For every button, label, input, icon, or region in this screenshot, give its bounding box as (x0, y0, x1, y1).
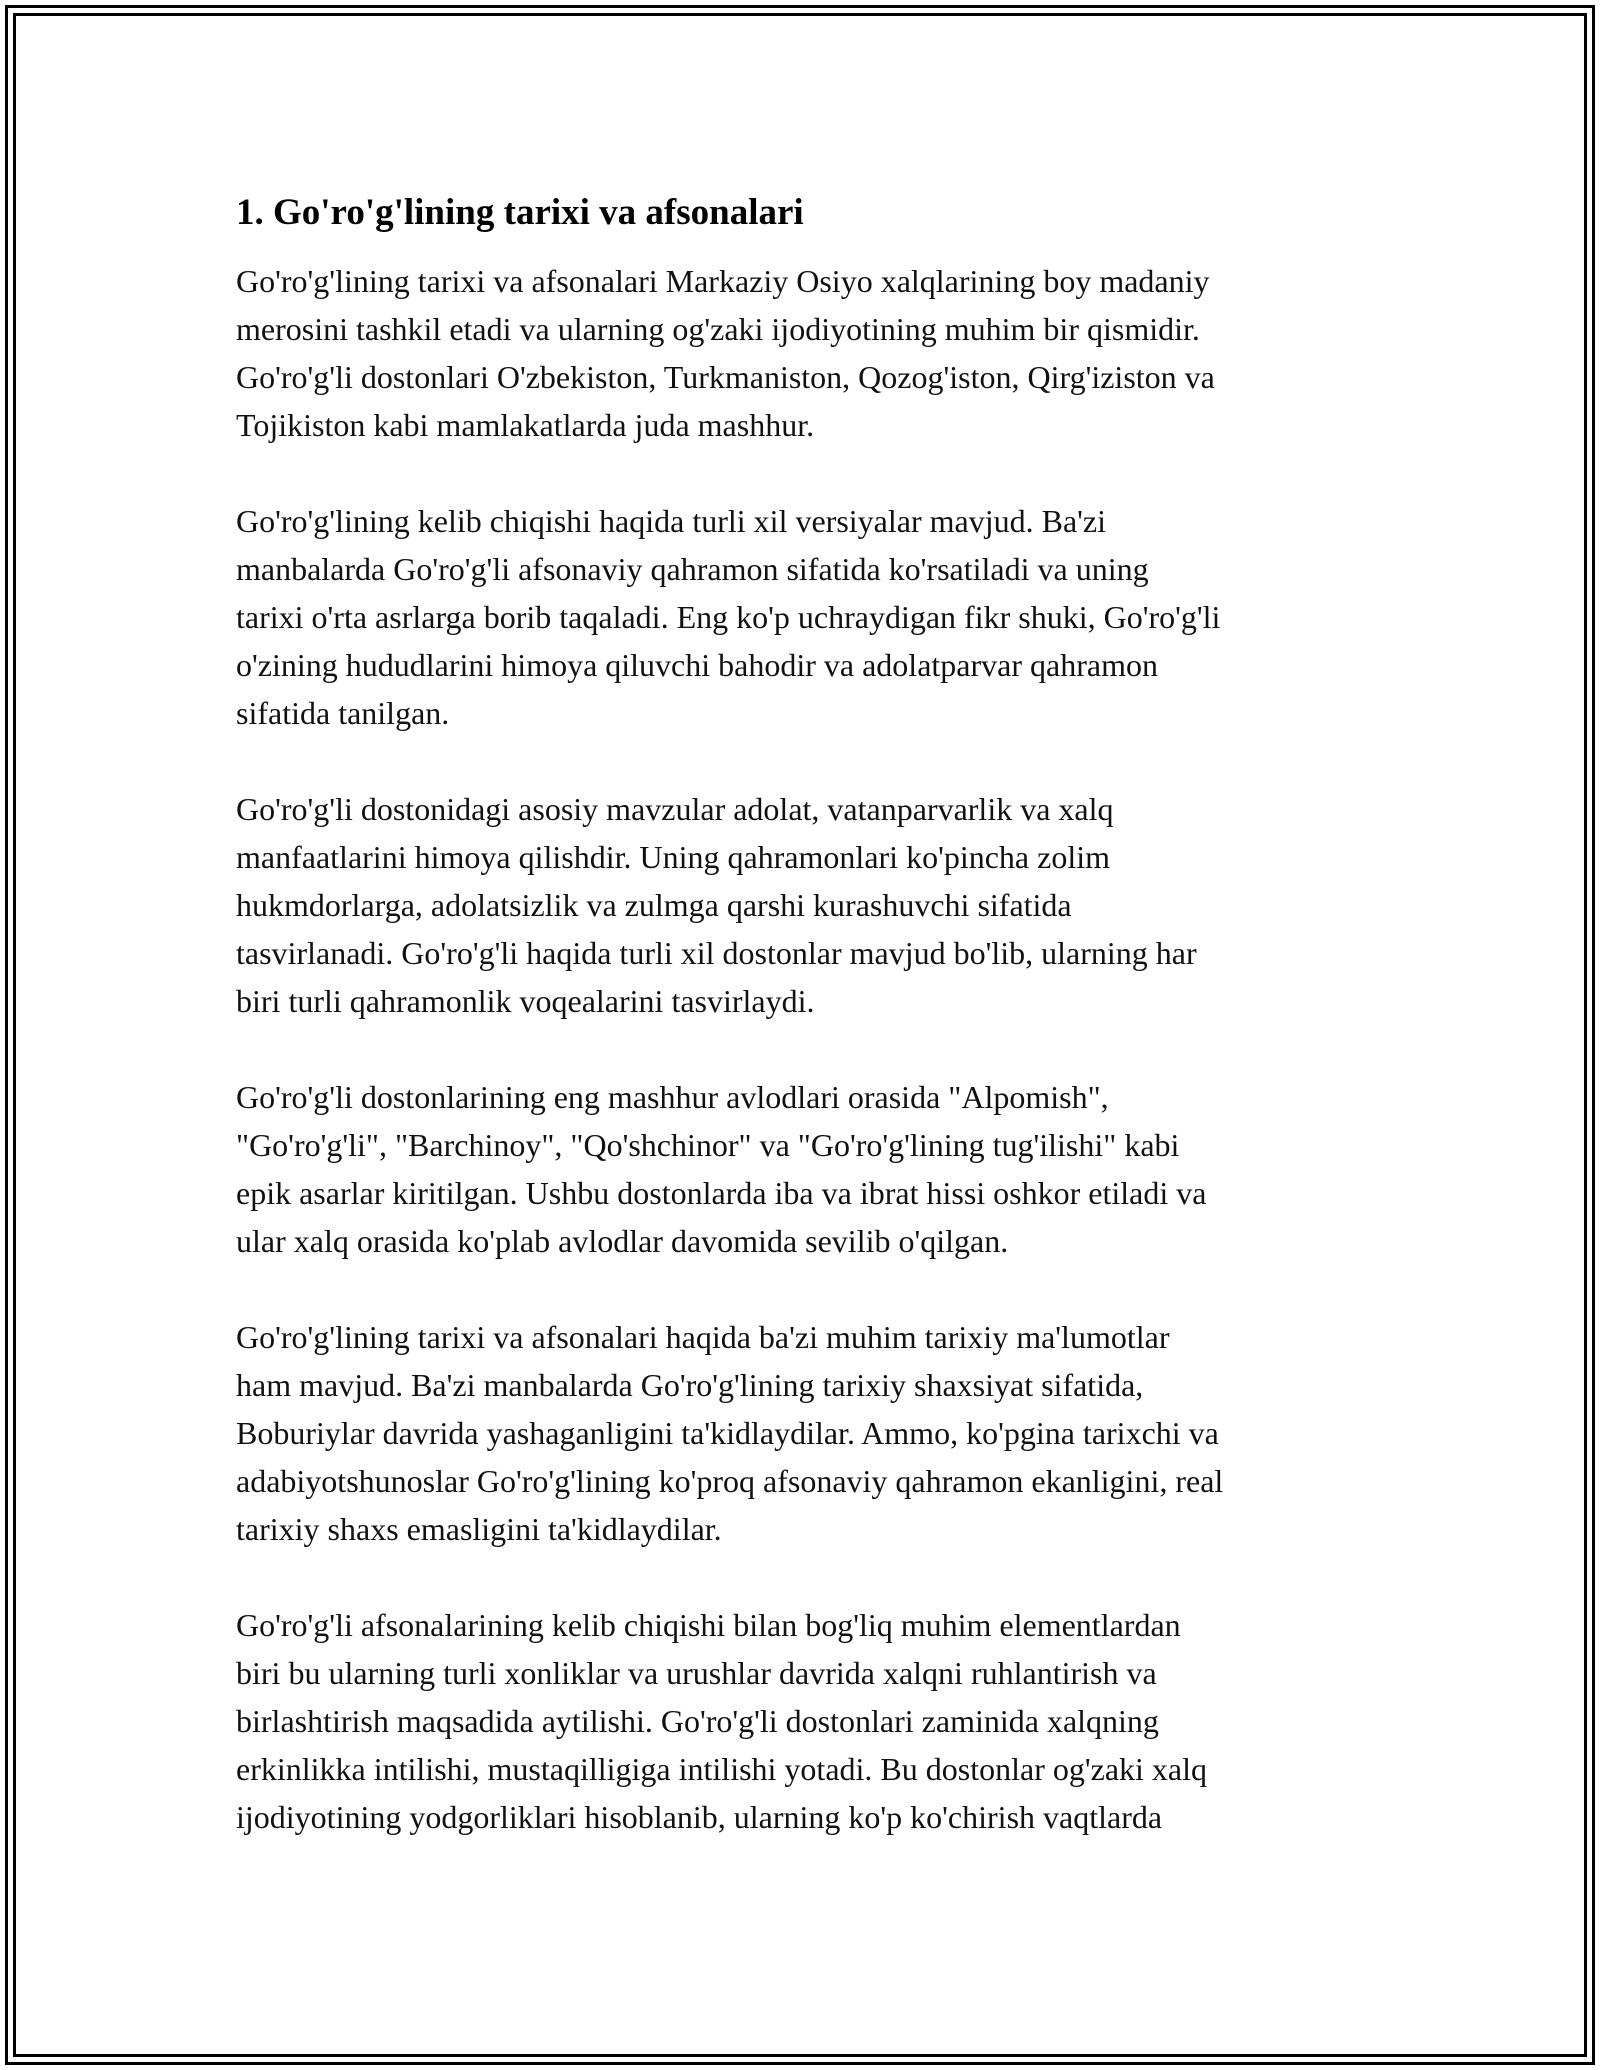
document-body (236, 188, 1376, 1889)
paragraph-3: Go'ro'g'li dostonidagi asosiy mavzular adolat, vatanparvarlik va xalq manfaatlarini himoya qilishdir. Uning qahramonlari ko'pincha zolim hukmdorlarga, adolatsizlik va zulmga qarshi kurashuvchi sifatida tasvirlanadi. Go'ro'g'li haqida turli xil dostonlar mavjud bo'lib, ularning har biri turli qahramonlik voqealarini tasvirlaydi. (236, 791, 1197, 1019)
paragraph-1: Go'ro'g'lining tarixi va afsonalari Markaziy Osiyo xalqlarining boy madaniy merosini tashkil etadi va ularning og'zaki ijodiyotining muhim bir qismidir. Go'ro'g'li dostonlari O'zbekiston, Turkmaniston, Qozog'iston, Qirg'iziston va Tojikiston kabi mamlakatlarda juda mashhur. (236, 263, 1215, 443)
section-heading: 1. Go'ro'g'lining tarixi va afsonalari (236, 192, 804, 233)
paragraph-6: Go'ro'g'li afsonalarining kelib chiqishi bilan bog'liq muhim elementlardan biri bu ularning turli xonliklar va urushlar davrida xalqni ruhlantirish va birlashtirish maqsadida aytilishi. Go'ro'g'li dostonlari zaminida xalqning erkinlikka intilishi, mustaqilligiga intilishi yotadi. Bu dostonlar og'zaki xalq ijodiyotining yodgorliklari hisoblanib, ularning ko'p ko'chirish vaqtlarda (236, 1607, 1207, 1835)
paragraph-4: Go'ro'g'li dostonlarining eng mashhur avlodlari orasida "Alpomish", "Go'ro'g'li", "Barchinoy", "Qo'shchinor" va "Go'ro'g'lining tug'ilishi" kabi epik asarlar kiritilgan. Ushbu dostonlarda iba va ibrat hissi oshkor etiladi va ular xalq orasida ko'plab avlodlar davomida sevilib o'qilgan. (236, 1079, 1207, 1259)
paragraph-2: Go'ro'g'lining kelib chiqishi haqida turli xil versiyalar mavjud. Ba'zi manbalarda Go'ro'g'li afsonaviy qahramon sifatida ko'rsatiladi va uning tarixi o'rta asrlarga borib taqaladi. Eng ko'p uchraydigan fikr shuki, Go'ro'g'li o'zining hududlarini himoya qiluvchi bahodir va adolatparvar qahramon sifatida tanilgan. (236, 503, 1221, 731)
paragraph-5: Go'ro'g'lining tarixi va afsonalari haqida ba'zi muhim tarixiy ma'lumotlar ham mavjud. Ba'zi manbalarda Go'ro'g'lining tarixiy shaxsiyat sifatida, Boburiylar davrida yashaganligini ta'kidlaydilar. Ammo, ko'pgina tarixchi va adabiyotshunoslar Go'ro'g'lining ko'proq afsonaviy qahramon ekanligini, real tarixiy shaxs emasligini ta'kidlaydilar. (236, 1319, 1224, 1547)
